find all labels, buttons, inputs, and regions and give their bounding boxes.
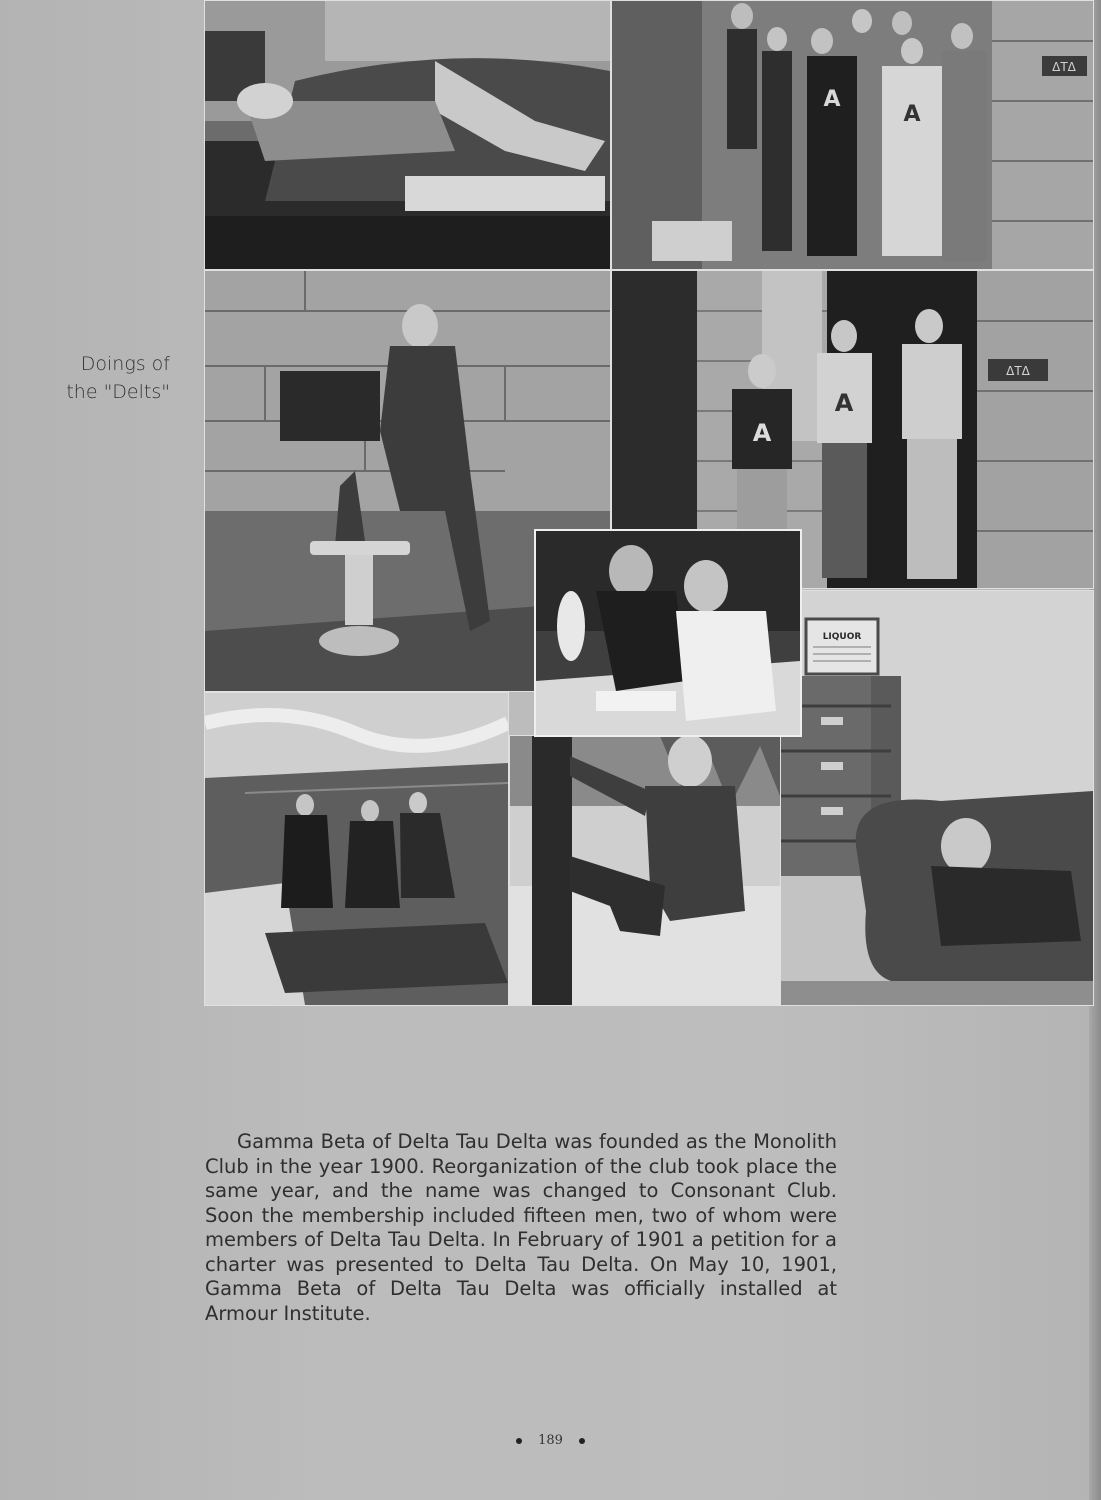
folio-dot-left [516,1438,522,1444]
caption-line-1: Doings of [80,353,170,375]
photo-climbing-pole [509,735,781,1006]
body-text [205,1130,837,1326]
photo-two-at-desk [534,529,802,737]
side-caption [40,350,170,406]
photo-group-on-steps [611,0,1094,270]
body-paragraph: Gamma Beta of Delta Tau Delta was founded as the Monolith Club in the year 1900. Reorganization of the club took place the same year, and the name was changed to Consonant Club. Soon the membership included fifteen men, two of whom were members of Delta Tau Delta. In February of 1901 a petition for a charter was presented to Delta Tau Delta. On May 10, 1901, Gamma Beta of Delta Tau Delta was officially installed at Armour Institute. [205,1130,837,1325]
caption-line-2: the "Delts" [66,381,170,403]
svg-text:A: A [903,102,921,127]
photo-reclining-on-couch [204,0,611,270]
folio-dot-right [579,1438,585,1444]
svg-text:A: A [834,389,854,417]
folio [0,1433,1101,1448]
photo-three-walking [204,692,509,1006]
photo-sleeping-in-chair [780,590,1094,1006]
sign-text: ΔΤΔ [1006,364,1030,378]
sign-text: ΔΤΔ [1052,60,1076,74]
sweater-letter: A [752,419,772,447]
page-number: 189 [538,1433,563,1448]
svg-text:A: A [823,87,841,112]
poster-text: LIQUOR [822,632,862,642]
